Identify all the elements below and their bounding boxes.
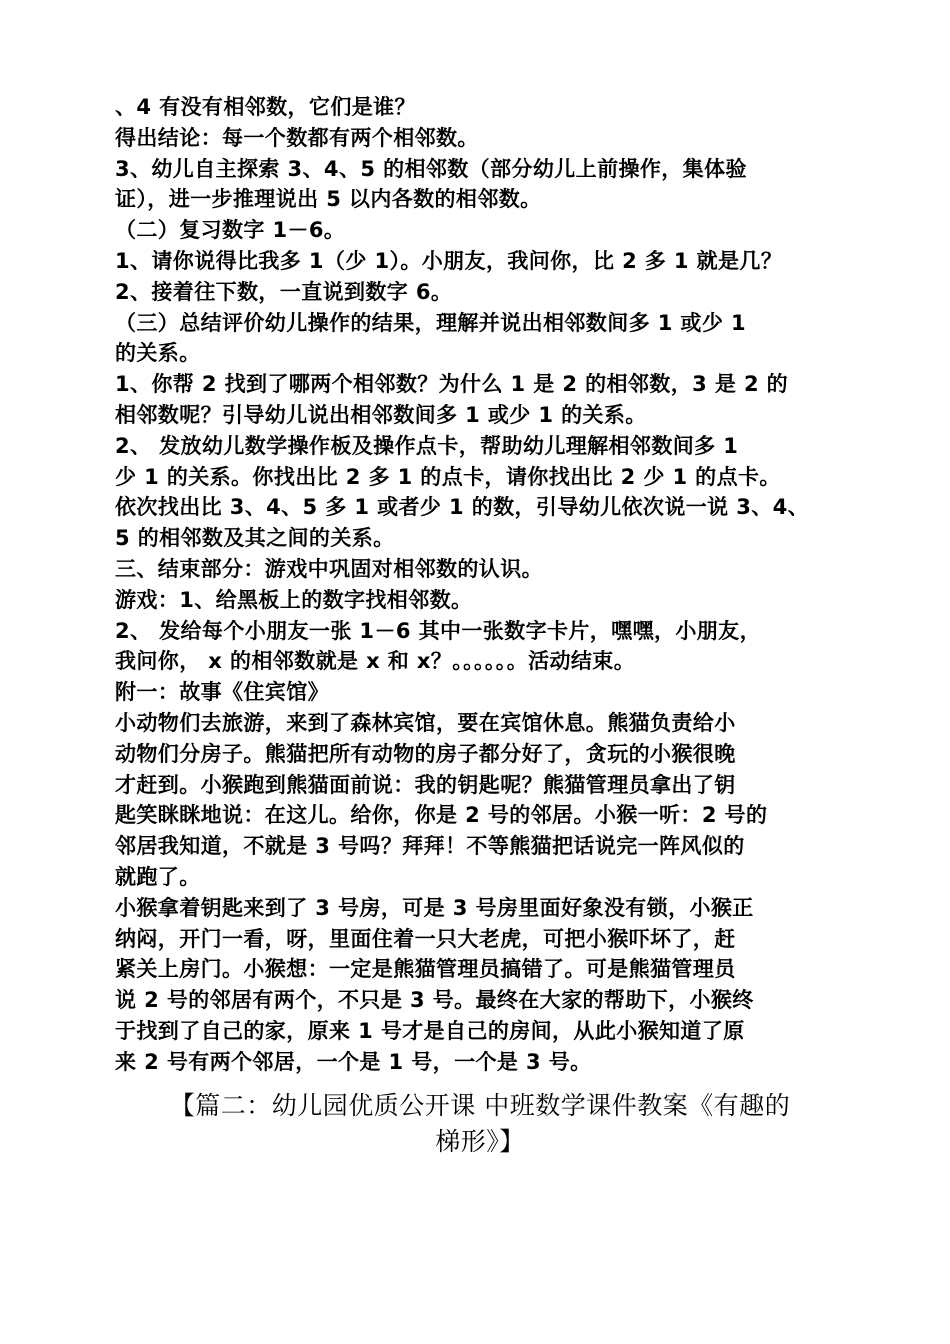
text-line: （二）复习数字 1－6。	[115, 218, 346, 243]
text-line: 动物们分房子。熊猫把所有动物的房子都分好了，贪玩的小猴很晚	[115, 741, 736, 766]
text-line: 1、请你说得比我多 1（少 1）。小朋友，我问你，比 2 多 1 就是几？	[115, 248, 783, 273]
text-line: 2、 发放幼儿数学操作板及操作点卡，帮助幼儿理解相邻数间多 1	[115, 433, 739, 458]
text-line: 5 的相邻数及其之间的关系。	[115, 526, 395, 551]
text-line: （三）总结评价幼儿操作的结果，理解并说出相邻数间多 1 或少 1	[115, 310, 746, 335]
text-line: 纳闷，开门一看，呀，里面住着一只大老虎，可把小猴吓坏了，赶	[115, 926, 736, 951]
text-line: 1、你帮 2 找到了哪两个相邻数？为什么 1 是 2 的相邻数，3 是 2 的	[115, 372, 789, 397]
text-line: 游戏：1、给黑板上的数字找相邻数。	[115, 587, 473, 612]
section-heading-line-2: 梯形》】	[435, 1127, 525, 1156]
text-line: 于找到了自己的家，原来 1 号才是自己的房间，从此小猴知道了原	[115, 1018, 745, 1043]
text-line: 就跑了。	[115, 864, 201, 889]
lesson-plan-body	[115, 92, 845, 1078]
text-line: 少 1 的关系。你找出比 2 多 1 的点卡，请你找出比 2 少 1 的点卡。	[115, 464, 781, 489]
text-line: 得出结论：每一个数都有两个相邻数。	[115, 125, 479, 150]
section-heading-line-1: 【篇二：幼儿园优质公开课 中班数学课件教案《有趣的	[169, 1091, 791, 1120]
text-line: 证），进一步推理说出 5 以内各数的相邻数。	[115, 187, 542, 212]
text-line: 依次找出比 3、4、5 多 1 或者少 1 的数，引导幼儿依次说一说 3、4、	[115, 495, 810, 520]
text-line: 说 2 号的邻居有两个，不只是 3 号。最终在大家的帮助下，小猴终	[115, 988, 754, 1013]
text-line: 邻居我知道，不就是 3 号吗？拜拜！不等熊猫把话说完一阵风似的	[115, 834, 745, 859]
text-line: 的关系。	[115, 341, 201, 366]
text-line: 、4 有没有相邻数，它们是谁？	[115, 95, 416, 119]
text-line: 2、接着往下数，一直说到数字 6。	[115, 279, 453, 304]
text-line: 小动物们去旅游，来到了森林宾馆，要在宾馆休息。熊猫负责给小	[115, 710, 736, 735]
text-line: 小猴拿着钥匙来到了 3 号房，可是 3 号房里面好象没有锁，小猴正	[115, 895, 754, 920]
text-line: 附一：故事《住宾馆》	[115, 680, 329, 705]
text-line: 我问你， x 的相邻数就是 x 和 x？。。。。。。活动结束。	[115, 649, 636, 674]
text-line: 2、 发给每个小朋友一张 1－6 其中一张数字卡片，嘿嘿，小朋友，	[115, 618, 761, 643]
text-line: 紧关上房门。小猴想：一定是熊猫管理员搞错了。可是熊猫管理员	[115, 957, 736, 982]
text-line: 匙笑眯眯地说：在这儿。给你，你是 2 号的邻居。小猴一听：2 号的	[115, 803, 768, 828]
text-line: 才赶到。小猴跑到熊猫面前说：我的钥匙呢？熊猫管理员拿出了钥	[115, 772, 736, 797]
text-line: 3、幼儿自主探索 3、4、5 的相邻数（部分幼儿上前操作，集体验	[115, 156, 747, 181]
text-line: 来 2 号有两个邻居，一个是 1 号，一个是 3 号。	[115, 1049, 592, 1074]
text-line: 相邻数呢？引导幼儿说出相邻数间多 1 或少 1 的关系。	[115, 402, 647, 427]
text-line: 三、结束部分：游戏中巩固对相邻数的认识。	[115, 556, 543, 581]
section-heading	[115, 1088, 845, 1160]
